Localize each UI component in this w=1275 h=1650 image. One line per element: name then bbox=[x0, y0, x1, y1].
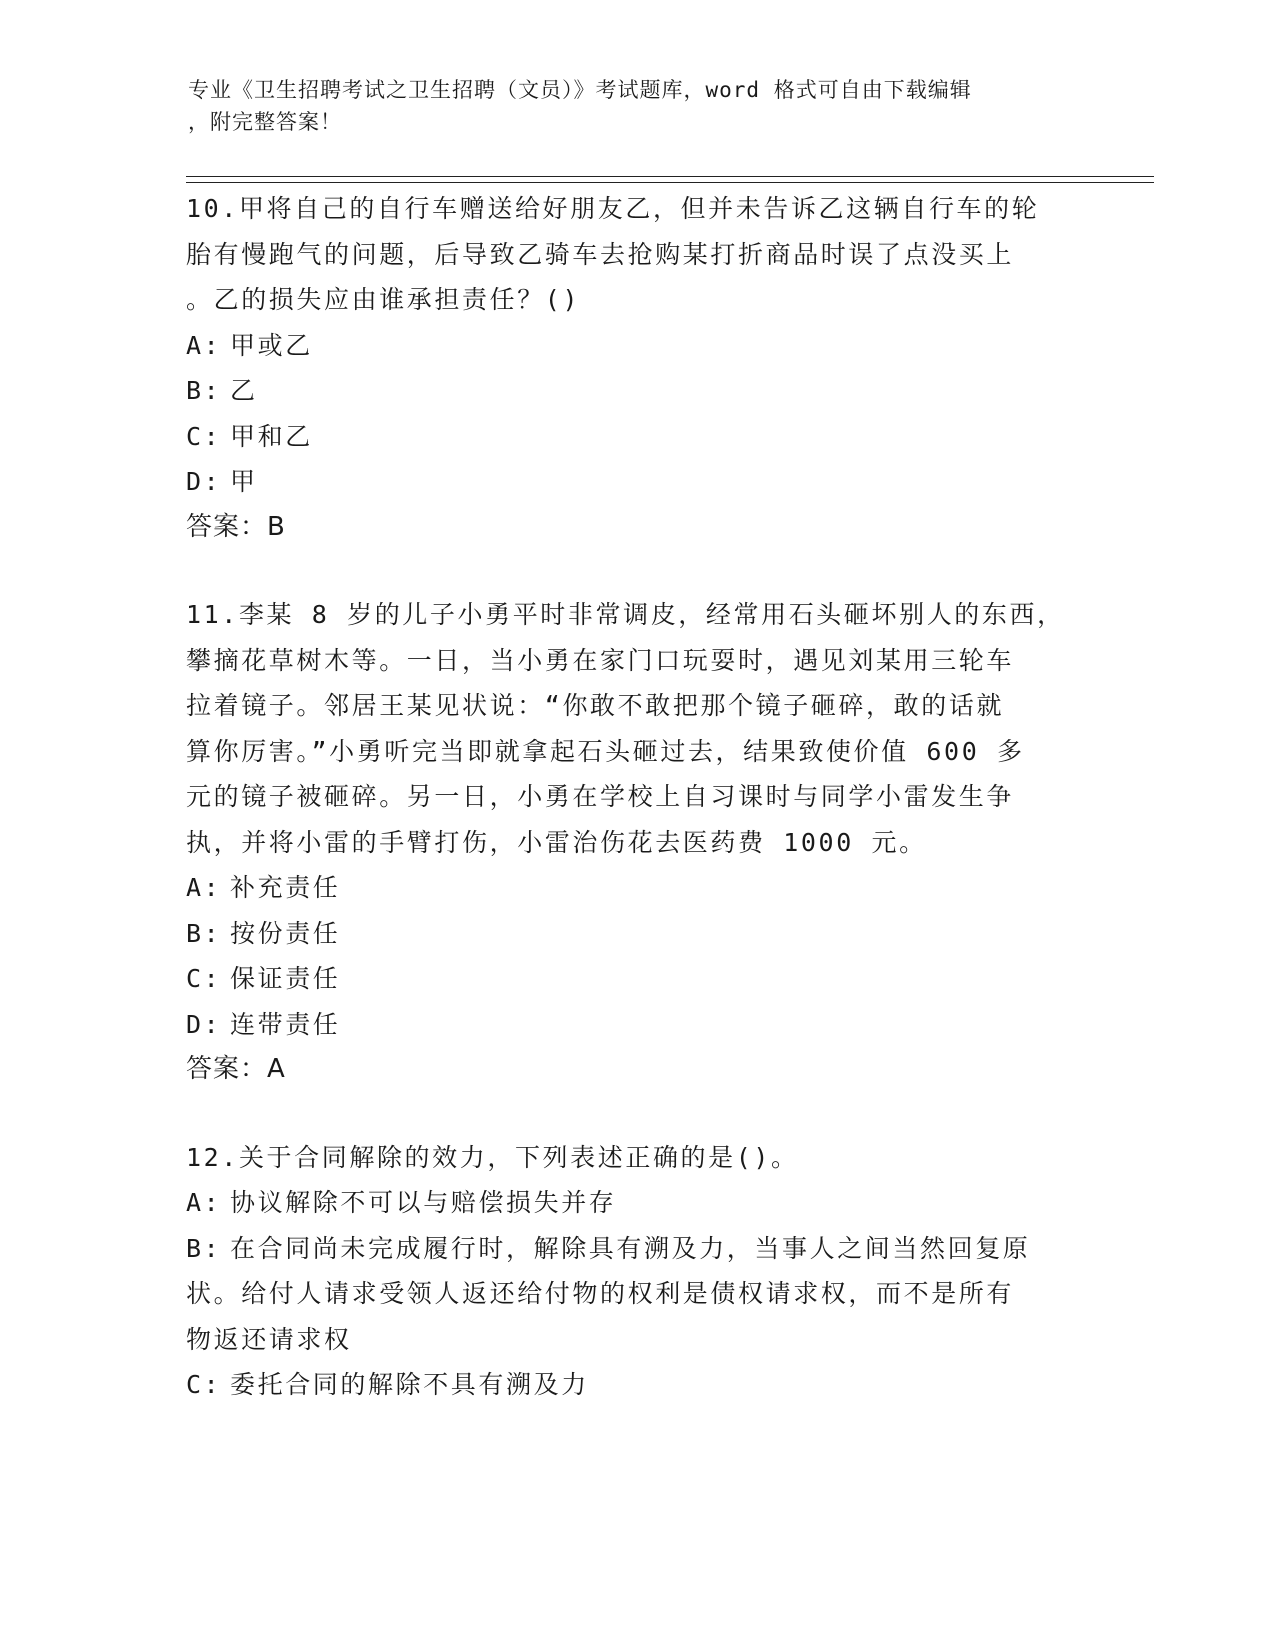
option-b-continuation: 状。给付人请求受领人返还给付物的权利是债权请求权，而不是所有 bbox=[186, 1279, 1015, 1308]
question-text-line: 执，并将小雷的手臂打伤，小雷治伤花去医药费 1000 元。 bbox=[186, 827, 927, 857]
option-key: A: bbox=[186, 1188, 222, 1217]
question-text-line: 算你厉害。”小勇听完当即就拿起石头砸过去，结果致使价值 600 多 bbox=[186, 736, 1025, 766]
option-key: C: bbox=[186, 421, 222, 451]
option-text: 甲 bbox=[230, 467, 258, 496]
question-text-line: 10.甲将自己的自行车赠送给好朋友乙，但并未告诉乙这辆自行车的轮 bbox=[186, 194, 1040, 223]
option-key: D: bbox=[186, 467, 222, 496]
option-c bbox=[186, 956, 1086, 1002]
option-text: 保证责任 bbox=[230, 964, 341, 993]
question-12 bbox=[186, 1135, 1086, 1408]
option-key: B: bbox=[186, 1233, 222, 1263]
option-text: 甲和乙 bbox=[230, 421, 313, 451]
option-a bbox=[186, 323, 1086, 369]
option-key: B: bbox=[186, 376, 222, 405]
question-text-line: 拉着镜子。邻居王某见状说：“你敢不敢把那个镜子砸碎，敢的话就 bbox=[186, 691, 1005, 720]
option-text: 协议解除不可以与赔偿损失并存 bbox=[230, 1188, 617, 1217]
question-spacer bbox=[186, 550, 1086, 592]
option-key: A: bbox=[186, 330, 222, 360]
option-text: 乙 bbox=[230, 376, 258, 405]
option-a bbox=[186, 1180, 1086, 1226]
question-11 bbox=[186, 592, 1086, 1093]
option-text: 按份责任 bbox=[230, 918, 341, 948]
header-divider-top bbox=[186, 176, 1154, 177]
question-text-line: 胎有慢跑气的问题，后导致乙骑车去抢购某打折商品时误了点没买上 bbox=[186, 239, 1015, 269]
question-10 bbox=[186, 186, 1086, 550]
option-b bbox=[186, 911, 1086, 957]
option-d bbox=[186, 459, 1086, 505]
header-divider-bottom bbox=[186, 182, 1154, 183]
option-text: 在合同尚未完成履行时，解除具有溯及力，当事人之间当然回复原 bbox=[230, 1233, 1031, 1263]
question-text-line: 11.李某 8 岁的儿子小勇平时非常调皮，经常用石头砸坏别人的东西， bbox=[186, 600, 1065, 629]
document-header bbox=[188, 74, 1068, 138]
option-c bbox=[186, 414, 1086, 460]
option-b-continuation: 物返还请求权 bbox=[186, 1324, 352, 1354]
option-c bbox=[186, 1362, 1086, 1408]
option-d bbox=[186, 1002, 1086, 1048]
question-text-line: 12.关于合同解除的效力，下列表述正确的是()。 bbox=[186, 1142, 799, 1172]
option-key: D: bbox=[186, 1009, 222, 1039]
option-key: B: bbox=[186, 918, 222, 948]
answer-label: 答案：A bbox=[186, 1054, 286, 1084]
question-text-line: 元的镜子被砸碎。另一日，小勇在学校上自习课时与同学小雷发生争 bbox=[186, 782, 1015, 811]
option-key: A: bbox=[186, 873, 222, 902]
answer-label: 答案：B bbox=[186, 511, 286, 542]
option-key: C: bbox=[186, 964, 222, 993]
question-spacer bbox=[186, 1093, 1086, 1135]
option-b bbox=[186, 368, 1086, 414]
option-text: 委托合同的解除不具有溯及力 bbox=[230, 1370, 589, 1399]
question-text-line: 。乙的损失应由谁承担责任？() bbox=[186, 285, 581, 314]
question-list bbox=[186, 186, 1086, 1408]
option-text: 甲或乙 bbox=[230, 330, 313, 360]
question-text-line: 攀摘花草树木等。一日，当小勇在家门口玩耍时，遇见刘某用三轮车 bbox=[186, 645, 1015, 675]
option-b bbox=[186, 1226, 1086, 1272]
option-key: C: bbox=[186, 1370, 222, 1399]
option-text: 补充责任 bbox=[230, 873, 341, 902]
header-line-2: ，附完整答案！ bbox=[188, 110, 342, 134]
header-line-1: 专业《卫生招聘考试之卫生招聘（文员）》考试题库，word 格式可自由下载编辑 bbox=[188, 78, 972, 102]
option-a bbox=[186, 865, 1086, 911]
option-text: 连带责任 bbox=[230, 1009, 341, 1039]
